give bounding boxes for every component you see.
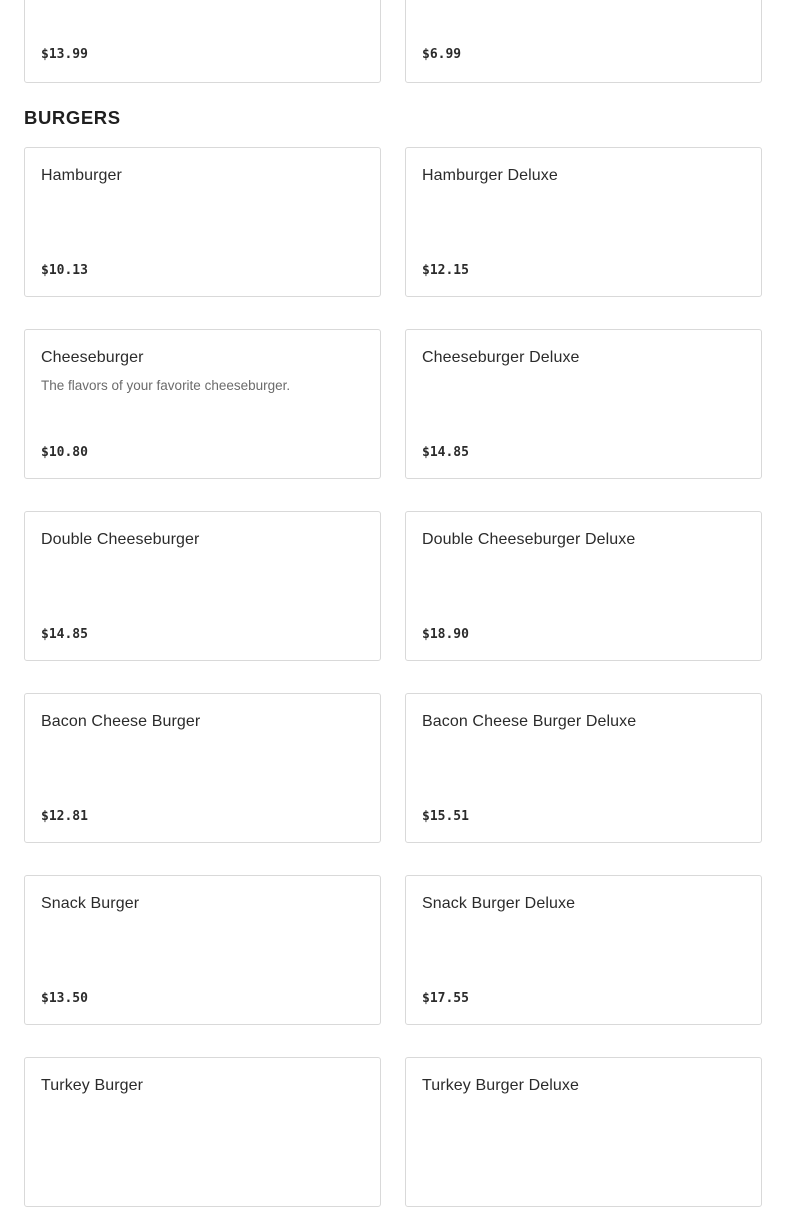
menu-item-hamburger-deluxe[interactable]: [405, 147, 762, 297]
item-price: $18.90: [422, 627, 469, 642]
menu-item-bacon-cheese-burger[interactable]: [24, 693, 381, 843]
menu-item-turkey-burger-deluxe[interactable]: [405, 1057, 762, 1207]
section-heading-burgers: BURGERS: [24, 107, 121, 128]
item-price: $13.99: [41, 47, 88, 62]
menu-item-snack-burger-deluxe[interactable]: [405, 875, 762, 1025]
menu-item-cheeseburger-deluxe[interactable]: [405, 329, 762, 479]
item-price: $14.85: [422, 445, 469, 460]
item-name: Double Cheeseburger: [41, 531, 200, 548]
menu-item-hamburger[interactable]: [24, 147, 381, 297]
item-name: Cheeseburger: [41, 349, 144, 366]
item-description: The flavors of your favorite cheeseburger.: [41, 378, 291, 393]
item-price: $10.13: [41, 263, 88, 278]
item-price: $17.55: [422, 991, 469, 1006]
item-name: Turkey Burger: [41, 1077, 144, 1094]
item-name: Hamburger Deluxe: [422, 167, 558, 184]
menu-item-double-cheeseburger[interactable]: [24, 511, 381, 661]
item-name: Snack Burger Deluxe: [422, 895, 576, 912]
menu-item-snack-burger[interactable]: [24, 875, 381, 1025]
menu-item-card[interactable]: [405, 0, 762, 83]
item-name: Bacon Cheese Burger: [41, 713, 201, 730]
item-price: $13.50: [41, 991, 88, 1006]
item-name: Bacon Cheese Burger Deluxe: [422, 713, 637, 730]
menu-item-double-cheeseburger-deluxe[interactable]: [405, 511, 762, 661]
menu-item-card[interactable]: [24, 0, 381, 83]
item-price: $6.99: [422, 47, 462, 62]
item-name: Cheeseburger Deluxe: [422, 349, 580, 366]
item-name: Snack Burger: [41, 895, 140, 912]
item-price: $12.15: [422, 263, 469, 278]
item-price: $12.81: [41, 809, 88, 824]
menu-item-bacon-cheese-burger-deluxe[interactable]: [405, 693, 762, 843]
item-name: Turkey Burger Deluxe: [422, 1077, 580, 1094]
menu-item-turkey-burger[interactable]: [24, 1057, 381, 1207]
item-price: $15.51: [422, 809, 469, 824]
item-name: Hamburger: [41, 167, 122, 184]
item-price: $14.85: [41, 627, 88, 642]
menu-item-cheeseburger[interactable]: [24, 329, 381, 479]
item-price: $10.80: [41, 445, 88, 460]
item-name: Double Cheeseburger Deluxe: [422, 531, 636, 548]
